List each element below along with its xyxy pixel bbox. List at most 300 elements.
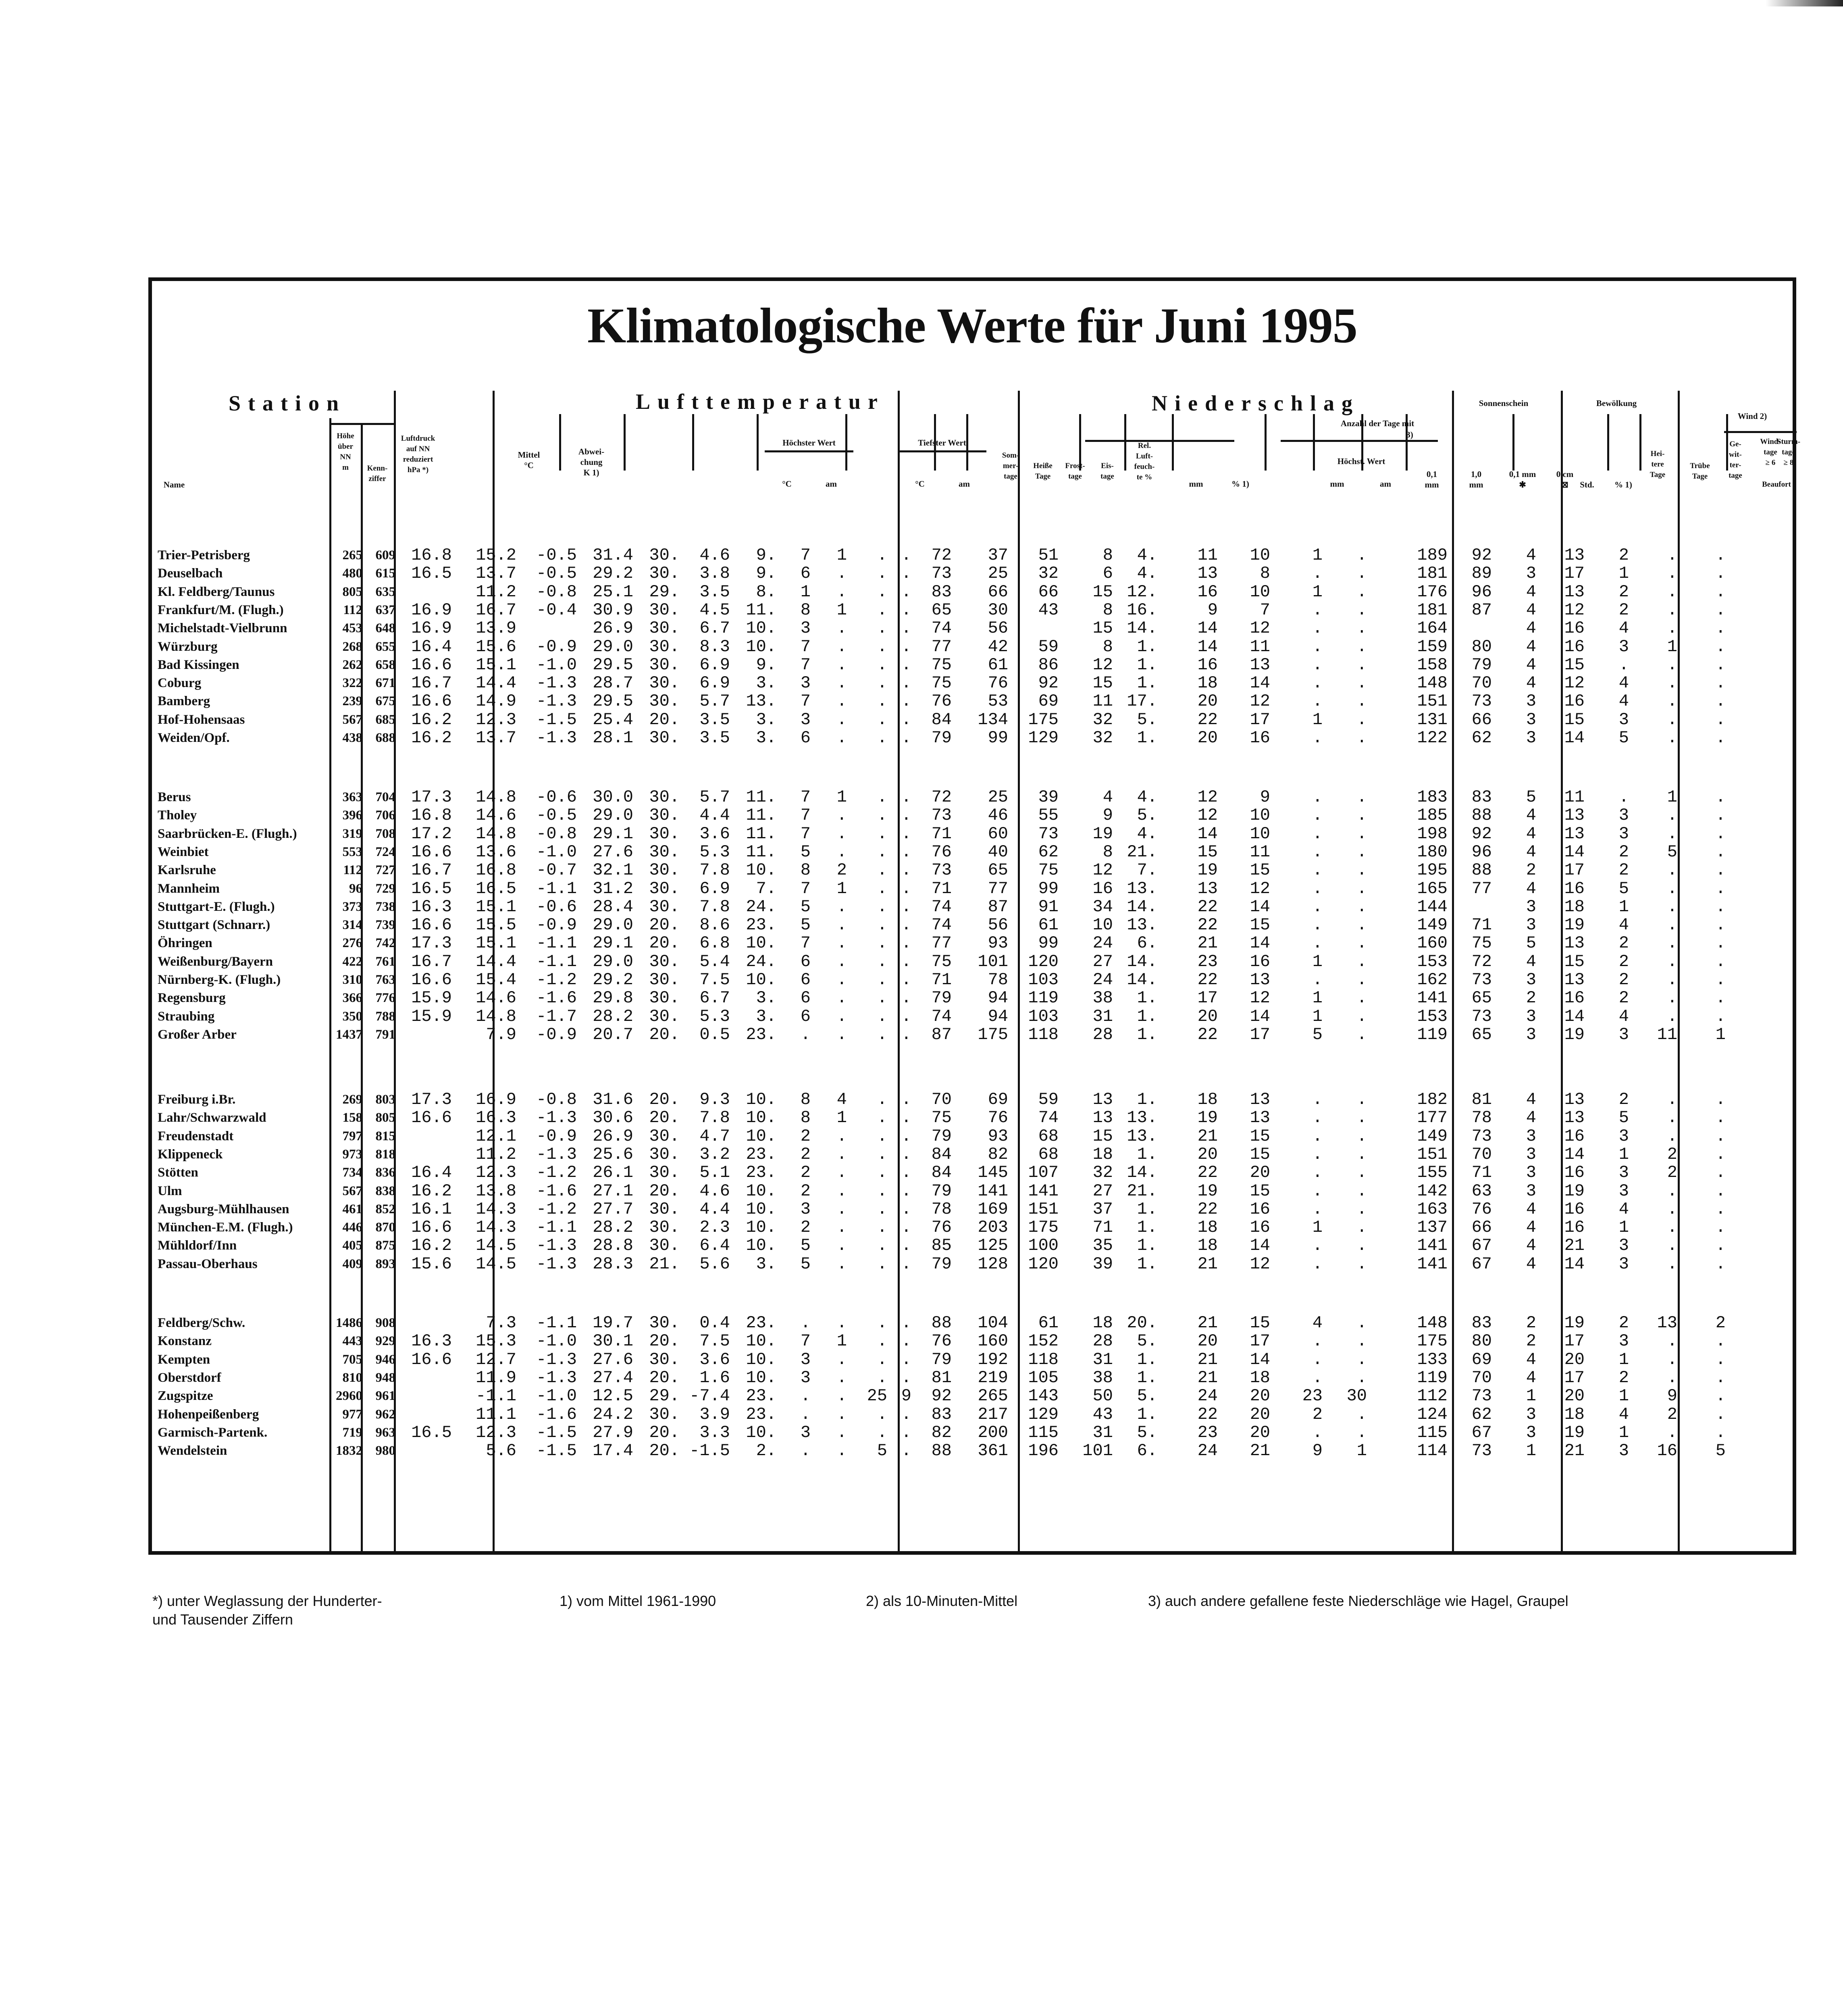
table-cell: -1.0 <box>536 655 577 675</box>
table-cell: 15 <box>1092 582 1113 602</box>
table-cell: 2 <box>1618 546 1629 565</box>
table-row <box>152 1369 1793 1387</box>
table-cell: 15.9 <box>411 988 452 1008</box>
table-cell <box>399 583 452 601</box>
table-cell: . <box>901 806 911 825</box>
table-cell: 26.1 <box>593 1163 633 1183</box>
table-cell: -1.3 <box>536 673 577 693</box>
table-cell: . <box>1715 1108 1726 1128</box>
table-cell: . <box>1667 897 1677 916</box>
table-cell: 7 <box>800 879 811 898</box>
table-row <box>152 1026 1793 1044</box>
hdr-tiefster-c: °C <box>915 479 925 489</box>
table-cell: 9. <box>756 564 776 583</box>
table-cell: . <box>1312 673 1323 693</box>
table-cell: 1. <box>1137 1090 1157 1109</box>
table-cell: 5.6 <box>486 1441 516 1461</box>
table-cell: 13. <box>1127 1108 1157 1128</box>
table-row <box>152 711 1793 729</box>
table-cell: 23 <box>1197 1422 1218 1442</box>
table-cell: . <box>1715 564 1726 583</box>
table-cell: . <box>1312 1090 1323 1109</box>
table-cell: . <box>1618 655 1629 675</box>
table-cell: . <box>901 637 911 656</box>
table-cell: 142 <box>1417 1181 1448 1201</box>
table-cell: 122 <box>1417 728 1448 748</box>
table-cell: . <box>901 1006 911 1026</box>
table-cell: 3.5 <box>699 582 730 602</box>
table-cell: 20 <box>1250 1422 1270 1442</box>
table-cell: 30. <box>649 564 680 583</box>
table-cell: . <box>1312 933 1323 953</box>
table-cell: 40 <box>988 842 1008 862</box>
table-cell: 9. <box>756 546 776 565</box>
table-cell: 18 <box>1197 1090 1218 1109</box>
hdr-tage-0cm: 0 cm ⊠ <box>1556 469 1574 489</box>
table-cell: 5 <box>1618 1108 1629 1128</box>
table-cell: . <box>1312 637 1323 656</box>
table-cell: . <box>1667 970 1677 989</box>
table-cell: 149 <box>1417 1126 1448 1146</box>
table-cell: 2 <box>1618 1090 1629 1109</box>
table-cell: 1 <box>1526 1386 1536 1406</box>
table-cell: 16.6 <box>411 1108 452 1128</box>
table-cell: . <box>836 1163 847 1183</box>
table-cell: . <box>877 564 887 583</box>
table-cell: 20 <box>1564 1350 1585 1369</box>
table-cell: 87 <box>1471 600 1492 620</box>
table-cell: 30. <box>649 1163 680 1183</box>
table-cell: 6.4 <box>699 1236 730 1256</box>
table-cell: . <box>877 824 887 843</box>
table-cell: 5.3 <box>699 842 730 862</box>
table-cell: 21 <box>1197 1350 1218 1369</box>
table-cell: 73 <box>1471 970 1492 989</box>
table-cell: 153 <box>1417 952 1448 971</box>
table-cell: . <box>1356 600 1367 620</box>
table-cell: . <box>836 691 847 711</box>
table-cell: . <box>901 1313 911 1333</box>
table-cell: 2 <box>1618 988 1629 1008</box>
table-cell: 56 <box>988 915 1008 935</box>
hdr-tiefster-wert: Tiefster Wert <box>918 438 966 448</box>
table-cell: 18 <box>1197 1236 1218 1256</box>
station-name: Ulm <box>158 1183 182 1198</box>
table-cell: 18 <box>1092 1144 1113 1164</box>
table-cell: 16 <box>1564 619 1585 638</box>
table-cell: 14.6 <box>476 806 516 825</box>
table-cell: . <box>800 1313 811 1333</box>
table-cell: 27 <box>1092 1181 1113 1201</box>
table-row <box>152 692 1793 710</box>
table-cell: . <box>1667 824 1677 843</box>
station-name: Stötten <box>158 1165 198 1180</box>
table-cell: 14 <box>1564 842 1585 862</box>
table-cell: 180 <box>1417 842 1448 862</box>
table-cell: 15.9 <box>411 1006 452 1026</box>
table-cell: . <box>901 787 911 807</box>
table-cell: 19 <box>1564 1025 1585 1044</box>
table-cell: 1. <box>1137 1006 1157 1026</box>
table-cell: 83 <box>1471 1313 1492 1333</box>
station-name: Weißenburg/Bayern <box>158 954 273 969</box>
table-cell: . <box>1667 1422 1677 1442</box>
table-cell: 87 <box>931 1025 952 1044</box>
table-cell: 16.2 <box>411 1181 452 1201</box>
table-cell: 16.2 <box>411 710 452 729</box>
table-cell: 69 <box>988 1090 1008 1109</box>
table-cell: 20 <box>1197 1144 1218 1164</box>
table-cell: 12 <box>1197 787 1218 807</box>
table-cell: . <box>877 1422 887 1442</box>
table-row <box>152 656 1793 674</box>
table-cell: . <box>1356 824 1367 843</box>
table-cell: 77 <box>931 637 952 656</box>
table-cell: 19 <box>1564 915 1585 935</box>
table-cell: 24. <box>746 897 776 916</box>
table-cell: . <box>1715 1126 1726 1146</box>
table-cell: 20 <box>1197 691 1218 711</box>
table-cell: 14 <box>1250 673 1270 693</box>
table-cell: 567 <box>342 712 362 727</box>
table-cell: 4 <box>1618 1404 1629 1424</box>
table-cell: . <box>1312 1199 1323 1219</box>
table-cell: 2 <box>836 860 847 880</box>
table-cell: 10. <box>746 1108 776 1128</box>
table-cell: . <box>800 1386 811 1406</box>
station-name: Klippeneck <box>158 1147 223 1162</box>
table-cell: . <box>836 824 847 843</box>
table-cell: 14.5 <box>476 1254 516 1274</box>
table-cell: 7.8 <box>699 897 730 916</box>
table-cell: 19 <box>1564 1181 1585 1201</box>
table-cell: 10 <box>1250 546 1270 565</box>
table-cell: 16 <box>1250 1199 1270 1219</box>
table-cell: -0.9 <box>536 1025 577 1044</box>
table-cell: 23. <box>746 915 776 935</box>
table-cell: 29.5 <box>593 655 633 675</box>
table-cell: 10 <box>1250 824 1270 843</box>
table-cell: 75 <box>931 1108 952 1128</box>
table-cell: 409 <box>342 1256 362 1271</box>
table-row <box>152 806 1793 825</box>
table-cell: 23. <box>746 1144 776 1164</box>
table-cell: 5. <box>1137 806 1157 825</box>
table-cell: . <box>1356 1404 1367 1424</box>
station-name: Lahr/Schwarzwald <box>158 1110 266 1125</box>
table-cell: 11 <box>1564 787 1585 807</box>
table-cell: 14. <box>1127 970 1157 989</box>
table-cell: 203 <box>978 1218 1008 1237</box>
table-cell: . <box>901 673 911 693</box>
table-cell: 20 <box>1250 1163 1270 1183</box>
table-cell: 3.6 <box>699 1350 730 1369</box>
table-cell: 59 <box>1038 637 1059 656</box>
table-cell: 85 <box>931 1236 952 1256</box>
table-cell: . <box>836 1441 847 1461</box>
table-cell: 65 <box>931 600 952 620</box>
table-cell: 28.2 <box>593 1218 633 1237</box>
table-row <box>152 619 1793 637</box>
table-cell: 10. <box>746 1181 776 1201</box>
table-cell: . <box>877 933 887 953</box>
table-cell: . <box>1356 1126 1367 1146</box>
table-cell: . <box>1356 806 1367 825</box>
table-cell: 76 <box>931 842 952 862</box>
station-name: Frankfurt/M. (Flugh.) <box>158 602 284 617</box>
table-cell: 10. <box>746 1350 776 1369</box>
table-cell: 17.2 <box>411 824 452 843</box>
table-cell: . <box>1715 1218 1726 1237</box>
table-cell: 19 <box>1197 860 1218 880</box>
table-cell: 16.2 <box>411 728 452 748</box>
table-cell: 13 <box>1092 1108 1113 1128</box>
table-cell: . <box>1312 970 1323 989</box>
table-cell: 96 <box>349 881 362 896</box>
table-cell: 4 <box>1526 1090 1536 1109</box>
table-cell: . <box>1356 1090 1367 1109</box>
table-cell: 1 <box>1618 897 1629 916</box>
table-cell: 5 <box>800 915 811 935</box>
station-name: Würzburg <box>158 639 218 654</box>
table-cell: 15 <box>1564 710 1585 729</box>
table-cell: 141 <box>1028 1181 1059 1201</box>
table-cell: 145 <box>978 1163 1008 1183</box>
table-cell: 119 <box>1417 1368 1448 1387</box>
table-cell: 7 <box>800 691 811 711</box>
table-cell: 13 <box>1564 582 1585 602</box>
table-cell <box>399 1406 452 1424</box>
table-cell: 7 <box>800 806 811 825</box>
table-cell: 4 <box>1618 915 1629 935</box>
table-cell: 153 <box>1417 1006 1448 1026</box>
table-cell: 438 <box>342 731 362 745</box>
table-cell: 30 <box>988 600 1008 620</box>
table-cell: 27.6 <box>593 842 633 862</box>
table-cell: 63 <box>1471 1181 1492 1201</box>
table-cell: 8 <box>1102 637 1113 656</box>
table-cell: . <box>1667 915 1677 935</box>
table-cell: 92 <box>1471 546 1492 565</box>
table-cell: 79 <box>931 988 952 1008</box>
hdr-eistage: Eis- tage <box>1100 462 1114 481</box>
table-cell: 5.1 <box>699 1163 730 1183</box>
table-cell: 4 <box>1526 600 1536 620</box>
table-cell: 129 <box>1028 1404 1059 1424</box>
table-cell: 929 <box>375 1334 395 1349</box>
table-cell: -1.3 <box>536 1368 577 1387</box>
table-cell: 88 <box>931 1441 952 1461</box>
table-cell: 3.5 <box>699 710 730 729</box>
table-cell: 3 <box>800 1199 811 1219</box>
table-cell <box>516 619 577 637</box>
table-cell: 30. <box>649 546 680 565</box>
table-cell: . <box>1356 637 1367 656</box>
table-cell: 79 <box>931 1126 952 1146</box>
table-cell: 17 <box>1250 710 1270 729</box>
table-cell: . <box>1312 1350 1323 1369</box>
table-cell: 396 <box>342 808 362 823</box>
table-cell: 4 <box>1526 1108 1536 1128</box>
table-cell: . <box>877 897 887 916</box>
table-cell: 314 <box>342 918 362 933</box>
table-cell: 17.3 <box>411 787 452 807</box>
table-cell: . <box>1667 1126 1677 1146</box>
table-cell: 27 <box>1092 952 1113 971</box>
table-cell: 16.6 <box>411 655 452 675</box>
table-row <box>152 1351 1793 1369</box>
table-cell: . <box>836 933 847 953</box>
table-cell: -0.6 <box>536 787 577 807</box>
table-cell: 2 <box>1618 842 1629 862</box>
hdr-luftdruck: Luftdruck auf NN reduziert hPa *) <box>401 434 435 474</box>
table-cell: 70 <box>1471 1144 1492 1164</box>
table-cell: 16.4 <box>411 637 452 656</box>
table-cell: 265 <box>342 548 362 562</box>
table-cell: 15.4 <box>476 970 516 989</box>
table-cell: 4 <box>1526 655 1536 675</box>
table-cell: . <box>1715 988 1726 1008</box>
table-cell: -0.9 <box>536 1126 577 1146</box>
table-cell: . <box>1356 546 1367 565</box>
hdr-rel-feuchte: Rel. Luft- feuch- te % <box>1134 442 1155 481</box>
table-cell: 151 <box>1028 1199 1059 1219</box>
table-cell: 30. <box>649 1218 680 1237</box>
table-cell: 4 <box>836 1090 847 1109</box>
table-cell: 15 <box>1250 915 1270 935</box>
table-cell: 12 <box>1250 879 1270 898</box>
table-cell: 11. <box>746 600 776 620</box>
table-row <box>152 1218 1793 1237</box>
station-name: Weiden/Opf. <box>158 731 230 745</box>
footnote-3: 3) auch andere gefallene feste Niederschläge wie Hagel, Graupel <box>1148 1593 1568 1609</box>
table-cell: . <box>1715 860 1726 880</box>
table-cell: . <box>1356 1181 1367 1201</box>
table-cell: 73 <box>931 806 952 825</box>
table-cell: 59 <box>1038 1090 1059 1109</box>
table-cell: . <box>877 600 887 620</box>
table-cell: 28.7 <box>593 673 633 693</box>
table-cell: 3 <box>800 673 811 693</box>
table-cell: 15.6 <box>411 1254 452 1274</box>
table-cell: 17 <box>1564 860 1585 880</box>
rule-anzahl <box>1281 440 1438 442</box>
table-cell: . <box>1356 933 1367 953</box>
rule-tiefster <box>898 450 986 452</box>
table-cell: 2 <box>1618 1368 1629 1387</box>
table-cell: . <box>1667 933 1677 953</box>
table-cell: . <box>901 1025 911 1044</box>
table-cell: 2960 <box>336 1389 362 1404</box>
table-cell: 671 <box>375 676 395 691</box>
table-cell: 7.9 <box>486 1025 516 1044</box>
table-cell: 3. <box>756 728 776 748</box>
table-cell: 815 <box>375 1129 395 1143</box>
table-cell: 2.3 <box>699 1218 730 1237</box>
table-cell: . <box>877 860 887 880</box>
table-cell: 73 <box>1471 691 1492 711</box>
table-cell: 11.9 <box>476 1368 516 1387</box>
table-cell: 20. <box>649 1422 680 1442</box>
table-cell: 137 <box>1417 1218 1448 1237</box>
table-cell: 1 <box>1312 988 1323 1008</box>
table-cell: 8 <box>800 1108 811 1128</box>
table-cell: . <box>1356 728 1367 748</box>
table-cell: 453 <box>342 621 362 636</box>
table-cell: 705 <box>342 1352 362 1367</box>
table-cell: 23 <box>1197 952 1218 971</box>
table-cell: 21. <box>649 1254 680 1274</box>
station-name: Zugspitze <box>158 1389 213 1404</box>
table-cell: . <box>836 1144 847 1164</box>
table-cell: 12 <box>1092 655 1113 675</box>
table-cell: 3 <box>1618 806 1629 825</box>
table-cell: 836 <box>375 1165 395 1180</box>
table-cell: 615 <box>375 566 395 581</box>
table-cell: . <box>901 619 911 638</box>
table-cell: 9 <box>901 1386 911 1406</box>
table-cell: 5 <box>1715 1441 1726 1461</box>
table-cell: 16 <box>1564 1163 1585 1183</box>
table-cell: . <box>1356 787 1367 807</box>
table-cell: 1 <box>1312 582 1323 602</box>
table-cell: 175 <box>1028 1218 1059 1237</box>
table-cell: . <box>877 842 887 862</box>
table-cell: . <box>1356 879 1367 898</box>
table-cell <box>1448 619 1492 637</box>
table-cell: 31 <box>1092 1422 1113 1442</box>
table-cell: 20 <box>1250 1386 1270 1406</box>
table-cell: 20 <box>1564 1386 1585 1406</box>
table-cell: . <box>1312 619 1323 638</box>
table-cell: . <box>1356 1331 1367 1351</box>
table-cell: 7.8 <box>699 860 730 880</box>
table-cell: 688 <box>375 731 395 745</box>
table-cell: 13. <box>1127 879 1157 898</box>
table-cell: . <box>1356 970 1367 989</box>
table-cell: 6 <box>800 970 811 989</box>
table-cell: 803 <box>375 1092 395 1107</box>
table-cell: 30. <box>649 619 680 638</box>
hdr-tage-10mm: 1,0 mm <box>1469 469 1483 489</box>
table-cell: 20 <box>1197 1006 1218 1026</box>
table-cell: 25.1 <box>593 582 633 602</box>
table-cell: 144 <box>1417 897 1448 916</box>
table-cell: 16.6 <box>411 691 452 711</box>
table-cell: -1.1 <box>536 1313 577 1333</box>
table-cell: 3 <box>800 1350 811 1369</box>
table-row <box>152 583 1793 601</box>
table-cell: 74 <box>931 915 952 935</box>
table-cell: 15.3 <box>476 1331 516 1351</box>
table-cell: 152 <box>1028 1331 1059 1351</box>
table-cell: . <box>1715 1199 1726 1219</box>
table-cell: -0.5 <box>536 564 577 583</box>
table-cell: . <box>1715 879 1726 898</box>
table-cell: 101 <box>1082 1441 1113 1461</box>
table-cell: 43 <box>1092 1404 1113 1424</box>
table-cell: 83 <box>931 582 952 602</box>
table-cell: 181 <box>1417 564 1448 583</box>
table-cell: 99 <box>1038 933 1059 953</box>
table-cell: 75 <box>931 655 952 675</box>
table-cell: 2 <box>1618 600 1629 620</box>
group-sonnenschein: Sonnenschein <box>1479 398 1529 408</box>
group-wind: Wind 2) <box>1737 411 1767 421</box>
table-cell: . <box>836 1386 847 1406</box>
table-cell: 16 <box>1092 879 1113 898</box>
table-cell: . <box>1356 952 1367 971</box>
